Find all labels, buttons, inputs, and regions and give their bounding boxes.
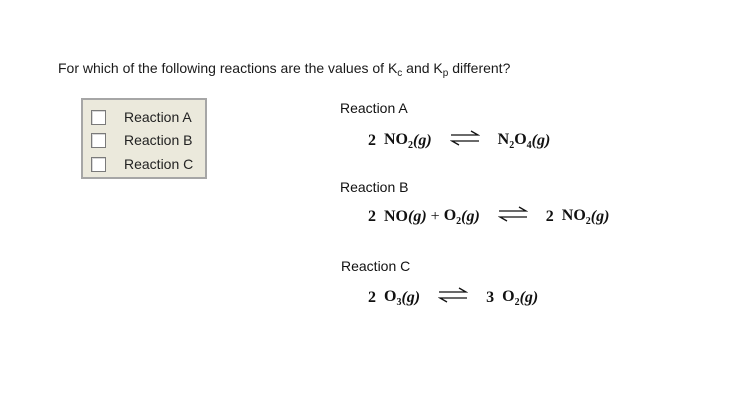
species: $O_2$: [502, 287, 520, 308]
option-label: Reaction C: [124, 156, 194, 172]
phase: (g): [461, 207, 480, 225]
kp-subscript: p: [442, 68, 449, 79]
species: $O_2$: [443, 206, 462, 227]
equilibrium-arrows-icon: [450, 130, 480, 151]
reaction-a-title: Reaction A: [340, 100, 408, 116]
reaction-b-title: Reaction B: [340, 179, 409, 195]
coefficient: 3: [486, 288, 495, 306]
reaction-b-equation: [368, 206, 609, 227]
coefficient: 2: [545, 207, 554, 225]
species: $O_3$: [384, 287, 402, 308]
equilibrium-arrows-icon: [438, 287, 468, 308]
question-prefix: For which of the following reactions are the values of K: [58, 60, 398, 76]
question-suffix: different?: [448, 60, 511, 76]
phase: (g): [408, 207, 427, 225]
option-label: Reaction A: [124, 109, 192, 125]
option-reaction-a[interactable]: [91, 107, 192, 127]
phase: (g): [413, 131, 432, 149]
option-label: Reaction B: [124, 132, 193, 148]
reaction-c-title: Reaction C: [341, 258, 411, 274]
checkbox-reaction-b[interactable]: [91, 133, 106, 148]
option-reaction-c[interactable]: [91, 154, 193, 174]
reaction-a-equation: [368, 130, 550, 151]
coefficient: 2: [368, 288, 376, 306]
phase: (g): [531, 131, 551, 149]
question-middle: and K: [402, 60, 443, 76]
option-reaction-b[interactable]: [91, 130, 192, 150]
species: $NO_2$: [561, 206, 591, 227]
phase: (g): [519, 288, 539, 306]
species: $N_2O_4$: [497, 130, 532, 151]
kc-subscript: c: [397, 68, 403, 79]
answer-options-panel: [81, 98, 207, 179]
reaction-c-equation: [368, 287, 538, 308]
question-text: [58, 60, 510, 79]
phase: (g): [590, 207, 610, 225]
species: NO: [384, 207, 408, 225]
species: $NO_2$: [384, 130, 413, 151]
coefficient: 2: [368, 207, 376, 225]
checkbox-reaction-a[interactable]: [91, 110, 106, 125]
phase: (g): [401, 288, 421, 306]
coefficient: 2: [368, 131, 376, 149]
equilibrium-arrows-icon: [498, 206, 528, 227]
checkbox-reaction-c[interactable]: [91, 157, 106, 172]
plus-sign: +: [430, 207, 440, 225]
